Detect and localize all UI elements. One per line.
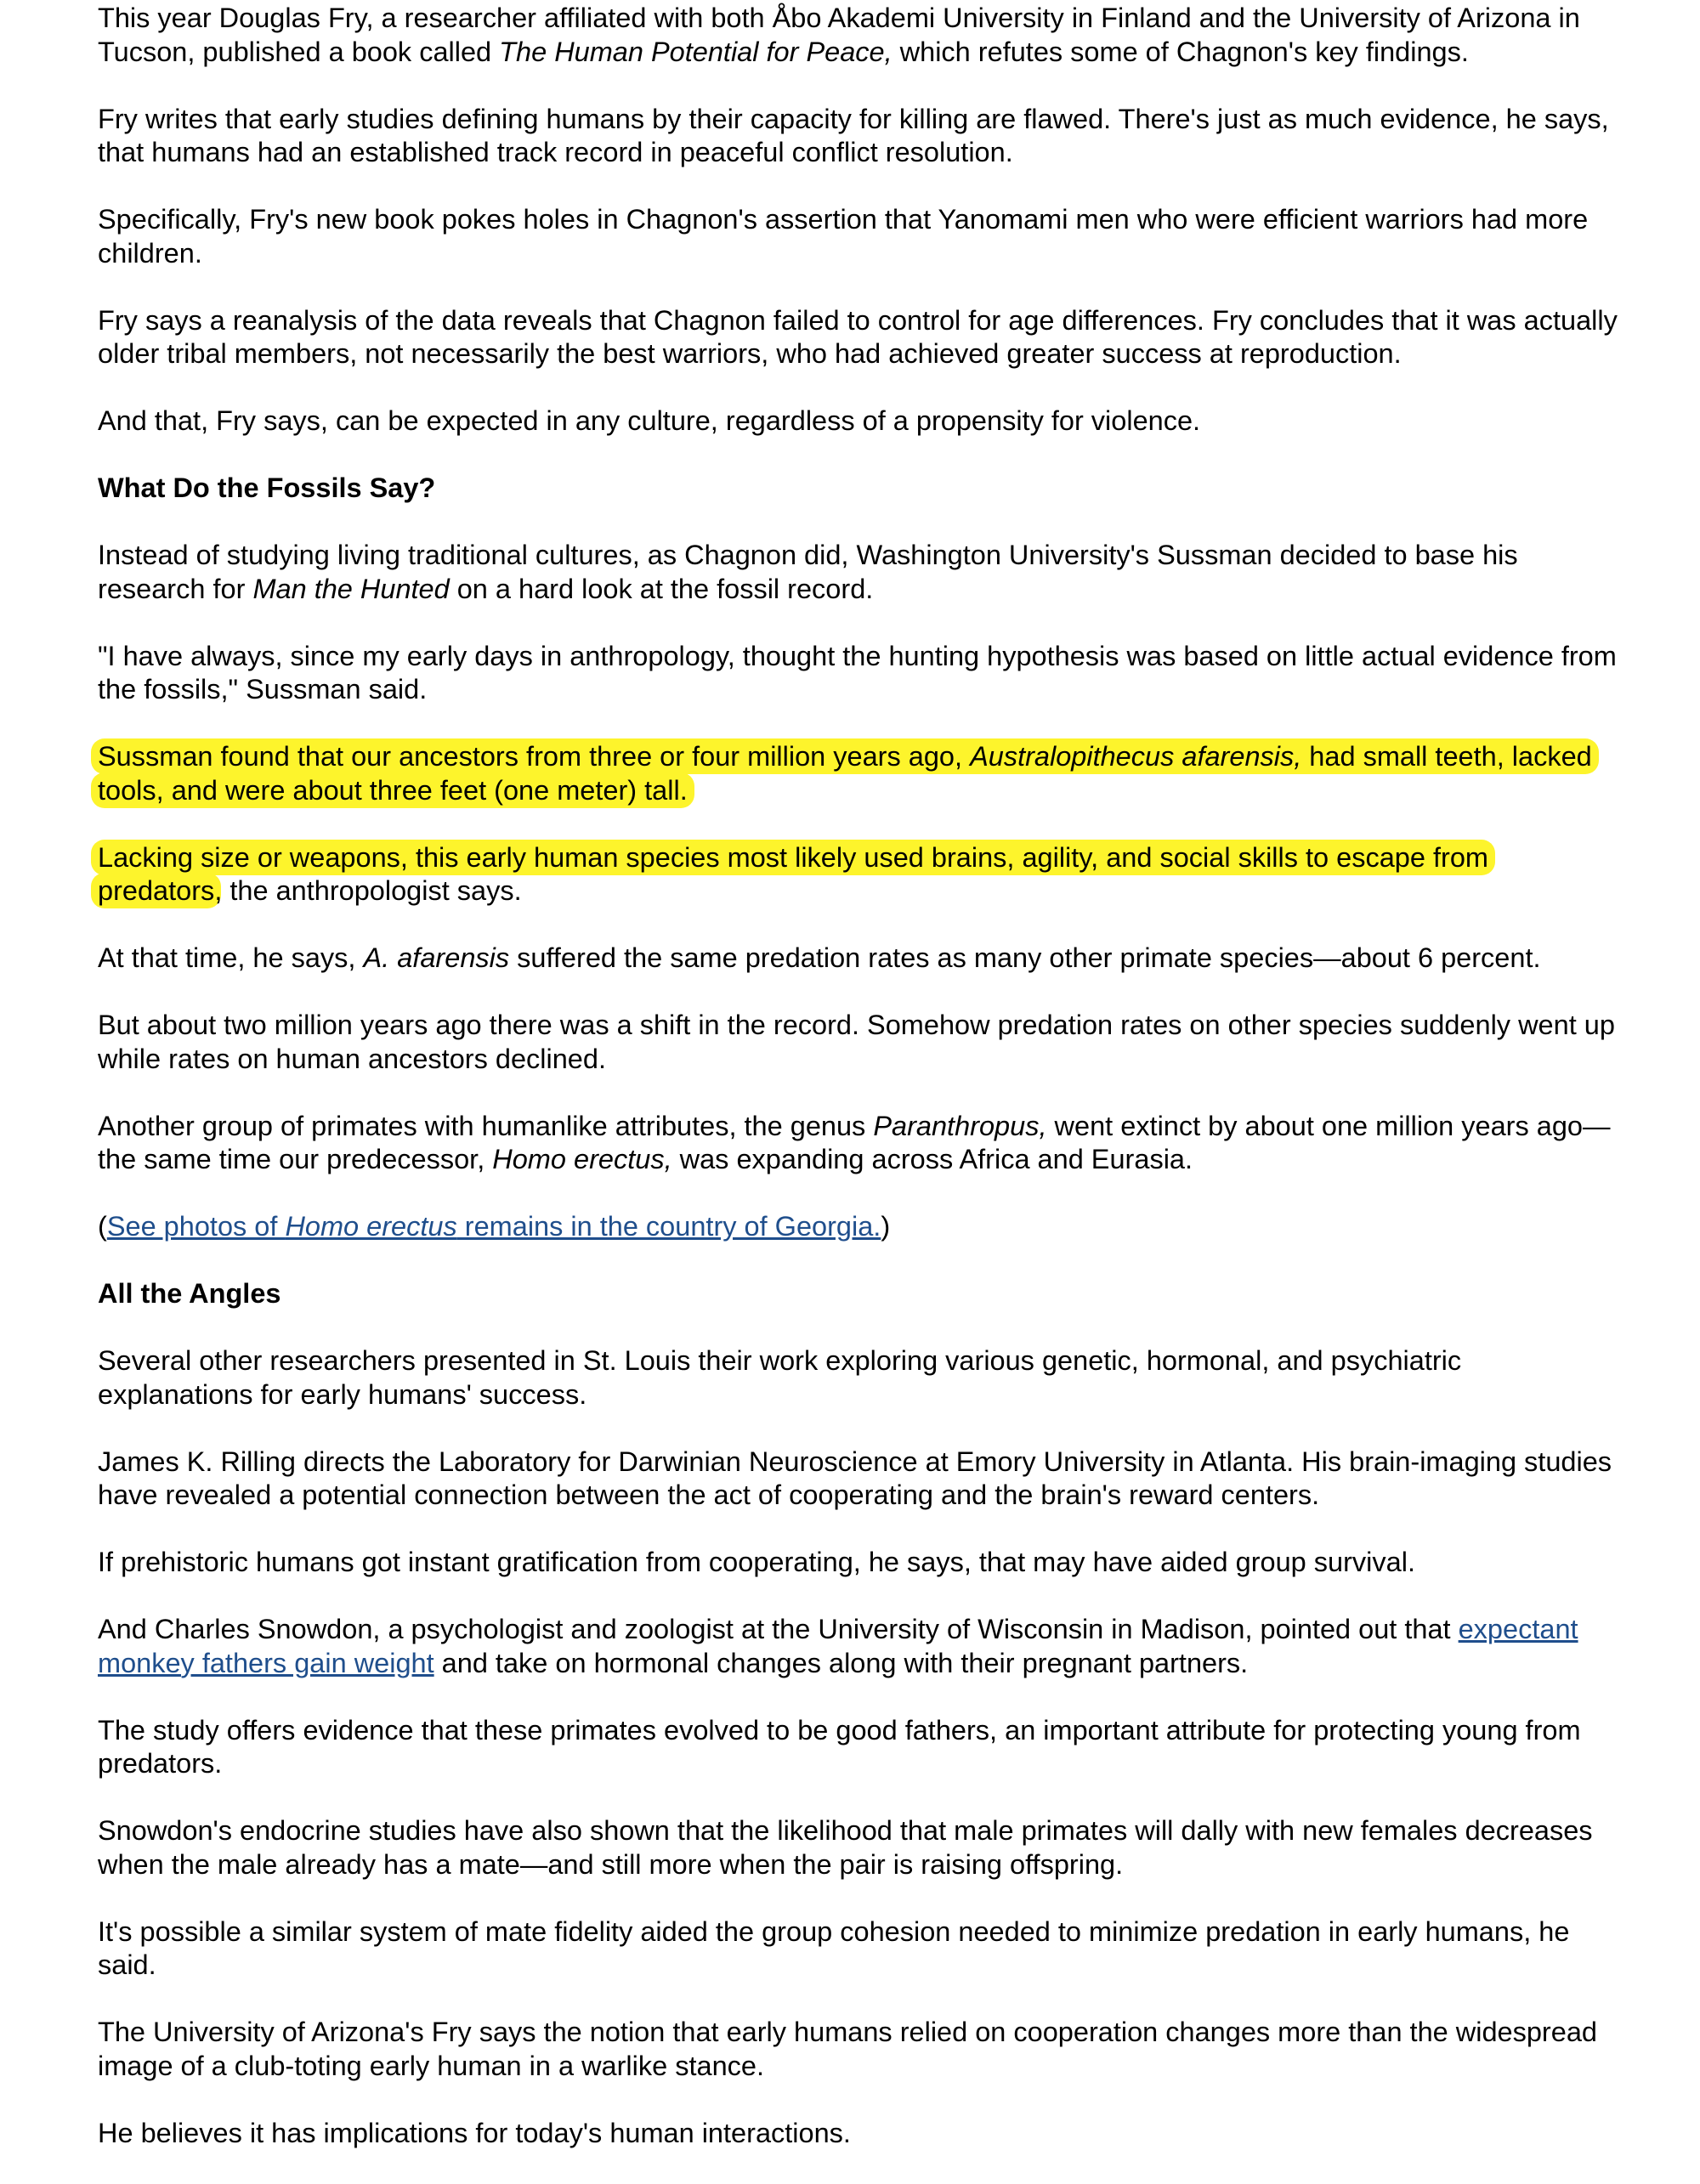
paragraph-rilling: James K. Rilling directs the Laboratory for Darwinian Neuroscience at Emory University in Atlanta. His brain-imaging studies have revealed a potential connection between the act of cooperating and the brain's reward centers.	[98, 1446, 1612, 1510]
paragraph-mate-fidelity: It's possible a similar system of mate fidelity aided the group cohesion needed to minimize predation in early humans, he said.	[98, 1915, 1570, 1980]
section-heading-fossils: What Do the Fossils Say?	[98, 472, 436, 503]
paragraph-gratification: If prehistoric humans got instant gratification from cooperating, he says, that may have aided group survival.	[98, 1547, 1415, 1577]
paragraph-fry-yanomami: Specifically, Fry's new book pokes holes in Chagnon's assertion that Yanomami men who were efficient warriors had more children.	[98, 204, 1589, 269]
paragraph-sussman-quote: "I have always, since my early days in anthropology, thought the hunting hypothesis was based on little actual evidence from the fossils," Sussman said.	[98, 640, 1617, 704]
paragraph-endocrine: Snowdon's endocrine studies have also shown that the likelihood that male primates will dally with new females decreases when the male already has a mate—and still more when the pair is raising offspring.	[98, 1815, 1593, 1880]
paragraph-implications: He believes it has implications for today's human interactions.	[98, 2117, 851, 2148]
species-name: Australopithecus afarensis,	[970, 741, 1302, 772]
paragraph-photos-link: (See photos of Homo erectus remains in the country of Georgia.)	[98, 1211, 891, 1242]
article-body	[98, 0, 1619, 2184]
paragraph-fry-book: This year Douglas Fry, a researcher affiliated with both Åbo Akademi University in Finland and the University of Arizona in Tucson, published a book called The Human Potential for Peace, which refutes some of Chagnon's key findings.	[98, 3, 1580, 67]
text-highlight: Lacking size or weapons, this early human species most likely used brains, agility, and social skills to escape from predators	[91, 840, 1495, 909]
paragraph-fry-reanalysis: Fry says a reanalysis of the data reveals that Chagnon failed to control for age differences. Fry concludes that it was actually older tribal members, not necessarily the best warriors, who had achieved greater success at reproduction.	[98, 304, 1618, 369]
paragraph-fry-cooperation: The University of Arizona's Fry says the notion that early humans relied on cooperation changes more than the widespread image of a club-toting early human in a warlike stance.	[98, 2017, 1597, 2081]
paragraph-predators-highlighted: Lacking size or weapons, this early human species most likely used brains, agility, and social skills to escape from predators, the anthropologist says.	[98, 841, 1619, 908]
species-name: Homo erectus,	[492, 1144, 672, 1174]
text-highlight: Sussman found that our ancestors from three or four million years ago, Australopithecus afarensis, had small teeth, lacked tools, and were about three feet (one meter) tall.	[91, 738, 1599, 808]
monkey-fathers-link[interactable]: expectant monkey fathers gain weight	[98, 1614, 1578, 1678]
paragraph-fry-evidence: Fry writes that early studies defining humans by their capacity for killing are flawed. There's just as much evidence, he says, that humans had an established track record in peaceful conflict resolution.	[98, 103, 1609, 167]
paragraph-other-researchers: Several other researchers presented in St. Louis their work exploring various genetic, hormonal, and psychiatric explanations for early humans' success.	[98, 1345, 1462, 1410]
book-title: Man the Hunted	[252, 573, 450, 604]
book-title: The Human Potential for Peace,	[499, 36, 892, 67]
paragraph-sussman-research: Instead of studying living traditional cultures, as Chagnon did, Washington University's Sussman decided to base his research for Man the Hunted on a hard look at the fossil record.	[98, 540, 1518, 604]
paragraph-fry-culture: And that, Fry says, can be expected in any culture, regardless of a propensity for violence.	[98, 405, 1201, 436]
homo-erectus-photos-link[interactable]: See photos of Homo erectus remains in the country of Georgia.	[106, 1211, 881, 1242]
paragraph-shift-record: But about two million years ago there was a shift in the record. Somehow predation rates on other species suddenly went up while rates on human ancestors declined.	[98, 1010, 1615, 1074]
paragraph-paranthropus: Another group of primates with humanlike attributes, the genus Paranthropus, went extinct by about one million years ago—the same time our predecessor, Homo erectus, was expanding across Africa and Eurasia.	[98, 1110, 1611, 1174]
paragraph-snowdon: And Charles Snowdon, a psychologist and zoologist at the University of Wisconsin in Madison, pointed out that expectant monkey fathers gain weight and take on hormonal changes along with their pregnant partners.	[98, 1614, 1578, 1678]
genus-name: Paranthropus,	[873, 1110, 1047, 1141]
paragraph-good-fathers: The study offers evidence that these primates evolved to be good fathers, an important attribute for protecting young from predators.	[98, 1714, 1581, 1779]
species-name: A. afarensis	[363, 942, 510, 973]
section-heading-angles: All the Angles	[98, 1278, 281, 1309]
paragraph-ancestors-highlighted	[98, 740, 1619, 807]
paragraph-predation-rates: At that time, he says, A. afarensis suffered the same predation rates as many other primate species—about 6 percent.	[98, 942, 1541, 973]
